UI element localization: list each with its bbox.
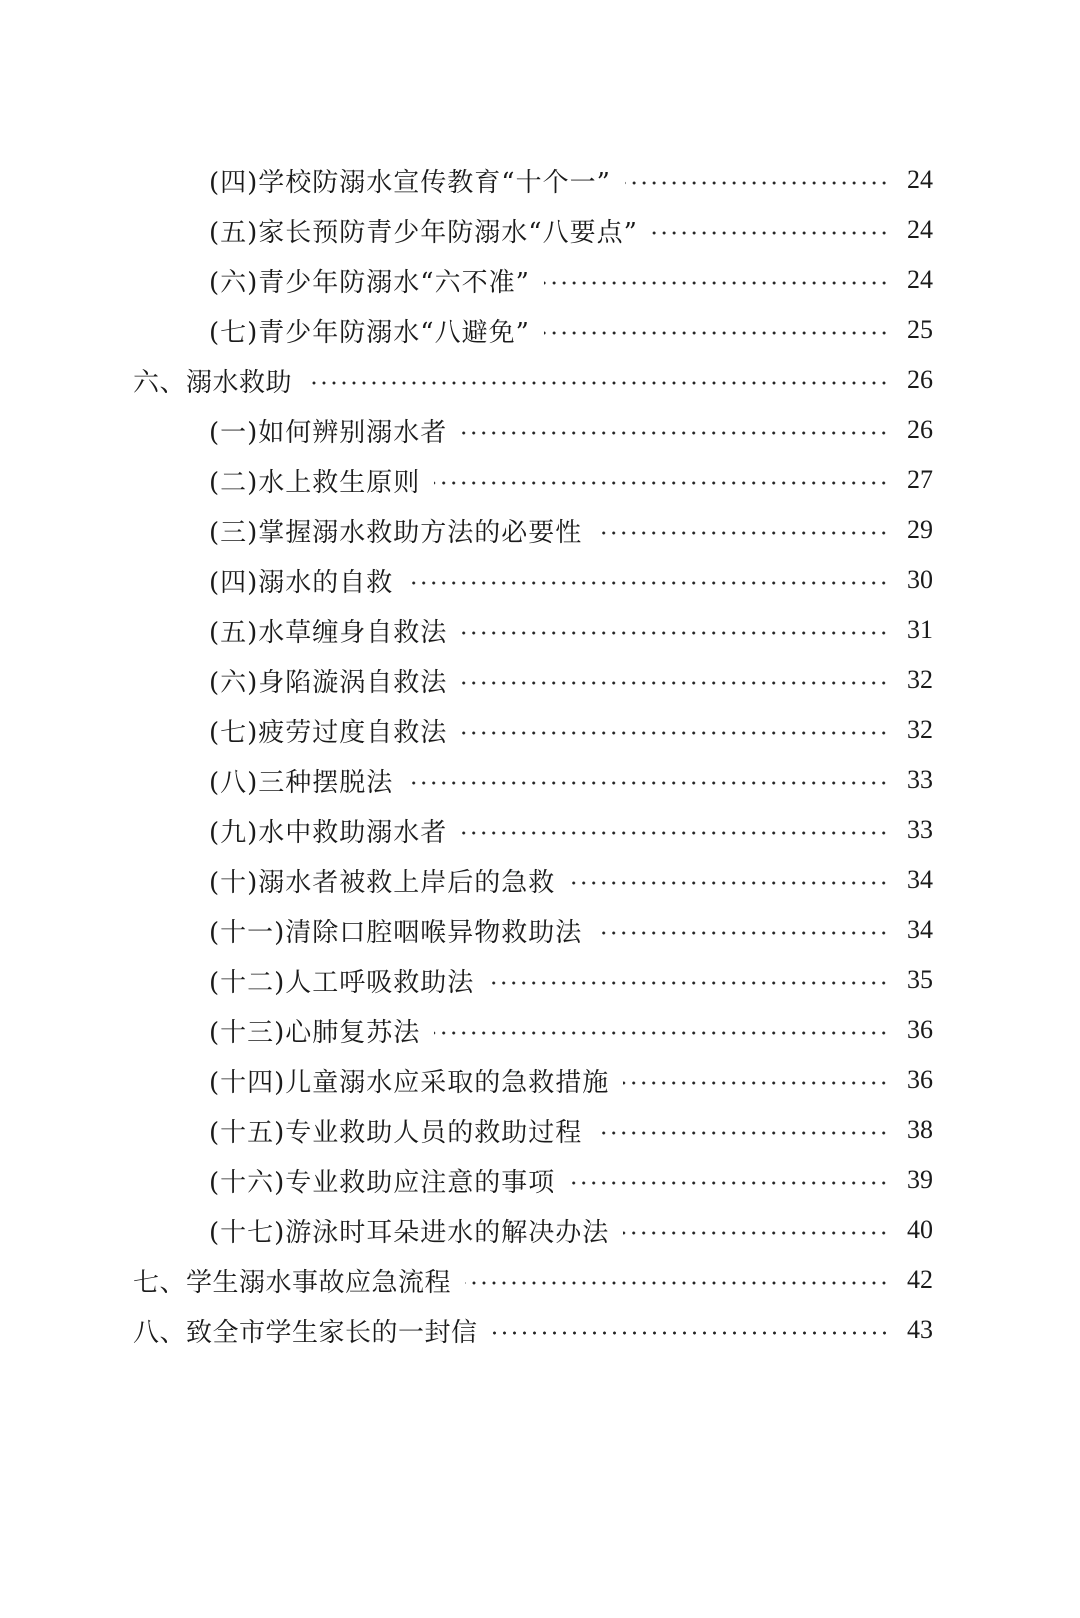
toc-entry[interactable] [0, 505, 1080, 555]
toc-page-number: 30 [907, 565, 933, 594]
dot-leader [569, 881, 889, 885]
dot-leader [596, 1131, 889, 1135]
toc-section-title: 六、溺水救助 [133, 367, 293, 398]
toc-entry-title: (七)青少年防溺水“八避免” [209, 317, 530, 348]
toc-page-number: 43 [907, 1315, 933, 1344]
toc-section-title: 七、学生溺水事故应急流程 [133, 1267, 452, 1298]
toc-entry-title: (十)溺水者被救上岸后的急救 [209, 867, 556, 898]
toc-entry-title: (十七)游泳时耳朵进水的解决办法 [209, 1217, 610, 1248]
toc-page-number: 36 [907, 1015, 933, 1044]
toc-page-number: 27 [907, 465, 933, 494]
toc-entry[interactable] [0, 905, 1080, 955]
toc-section[interactable] [0, 1305, 1080, 1355]
toc-page-number: 26 [907, 365, 933, 394]
dot-leader [407, 781, 889, 785]
toc-entry-title: (十五)专业救助人员的救助过程 [209, 1117, 583, 1148]
toc-entry-title: (十二)人工呼吸救助法 [209, 967, 475, 998]
toc-entry[interactable] [0, 805, 1080, 855]
toc-page-number: 29 [907, 515, 933, 544]
toc-page-number: 26 [907, 415, 933, 444]
toc-page-number: 32 [907, 665, 933, 694]
dot-leader [407, 581, 889, 585]
toc-page-number: 33 [907, 765, 933, 794]
toc-page-number: 40 [907, 1215, 933, 1244]
toc-page-number: 32 [907, 715, 933, 744]
toc-entry[interactable] [0, 205, 1080, 255]
dot-leader [306, 381, 889, 385]
toc-entry-title: (一)如何辨别溺水者 [209, 417, 448, 448]
toc-entry-title: (十四)儿童溺水应采取的急救措施 [209, 1067, 610, 1098]
toc-entry-title: (四)学校防溺水宣传教育“十个一” [209, 167, 611, 198]
toc-entry-title: (三)掌握溺水救助方法的必要性 [209, 517, 583, 548]
dot-leader [434, 1031, 889, 1035]
toc-entry[interactable] [0, 1205, 1080, 1255]
toc-page-number: 42 [907, 1265, 933, 1294]
toc-entry[interactable] [0, 1055, 1080, 1105]
dot-leader [596, 931, 889, 935]
dot-leader [625, 181, 889, 185]
dot-leader [492, 1331, 889, 1335]
toc-section[interactable] [0, 1255, 1080, 1305]
toc-entry-title: (十六)专业救助应注意的事项 [209, 1167, 556, 1198]
toc-entry[interactable] [0, 255, 1080, 305]
toc-entry[interactable] [0, 555, 1080, 605]
toc-page-number: 31 [907, 615, 933, 644]
dot-leader [544, 331, 889, 335]
toc-entry[interactable] [0, 955, 1080, 1005]
toc-entry-title: (十一)清除口腔咽喉异物救助法 [209, 917, 583, 948]
toc-entry[interactable] [0, 155, 1080, 205]
toc-page-number: 25 [907, 315, 933, 344]
toc-page-number: 39 [907, 1165, 933, 1194]
dot-leader [569, 1181, 889, 1185]
toc-page-number: 38 [907, 1115, 933, 1144]
toc-entry[interactable] [0, 1155, 1080, 1205]
toc-page-number: 24 [907, 215, 933, 244]
dot-leader [461, 431, 889, 435]
toc-page-number: 34 [907, 915, 933, 944]
toc-entry[interactable] [0, 755, 1080, 805]
toc-entry[interactable] [0, 305, 1080, 355]
toc-entry-title: (五)家长预防青少年防溺水“八要点” [209, 217, 638, 248]
toc-entry-title: (五)水草缠身自救法 [209, 617, 448, 648]
toc-page-number: 34 [907, 865, 933, 894]
toc-entry[interactable] [0, 705, 1080, 755]
toc-page-number: 35 [907, 965, 933, 994]
dot-leader [465, 1281, 889, 1285]
dot-leader [652, 231, 889, 235]
dot-leader [434, 481, 889, 485]
dot-leader [623, 1231, 889, 1235]
toc-entry-title: (六)身陷漩涡自救法 [209, 667, 448, 698]
toc-page-number: 24 [907, 265, 933, 294]
dot-leader [488, 981, 889, 985]
toc-entry-title: (六)青少年防溺水“六不准” [209, 267, 530, 298]
toc-entry-title: (七)疲劳过度自救法 [209, 717, 448, 748]
toc-page-number: 36 [907, 1065, 933, 1094]
toc-entry-title: (十三)心肺复苏法 [209, 1017, 421, 1048]
dot-leader [461, 831, 889, 835]
toc-entry-title: (二)水上救生原则 [209, 467, 421, 498]
dot-leader [544, 281, 889, 285]
dot-leader [461, 631, 889, 635]
toc-page-number: 24 [907, 165, 933, 194]
toc-section[interactable] [0, 355, 1080, 405]
toc-entry[interactable] [0, 855, 1080, 905]
dot-leader [596, 531, 889, 535]
toc-entry[interactable] [0, 405, 1080, 455]
toc-entry-title: (四)溺水的自救 [209, 567, 394, 598]
toc-entry-title: (八)三种摆脱法 [209, 767, 394, 798]
toc-section-title: 八、致全市学生家长的一封信 [133, 1317, 478, 1348]
toc-entry-title: (九)水中救助溺水者 [209, 817, 448, 848]
toc-entry[interactable] [0, 1005, 1080, 1055]
dot-leader [461, 681, 889, 685]
dot-leader [461, 731, 889, 735]
toc-entry[interactable] [0, 1105, 1080, 1155]
dot-leader [623, 1081, 889, 1085]
toc-entry[interactable] [0, 605, 1080, 655]
toc-entry[interactable] [0, 455, 1080, 505]
toc-entry[interactable] [0, 655, 1080, 705]
toc-page-number: 33 [907, 815, 933, 844]
